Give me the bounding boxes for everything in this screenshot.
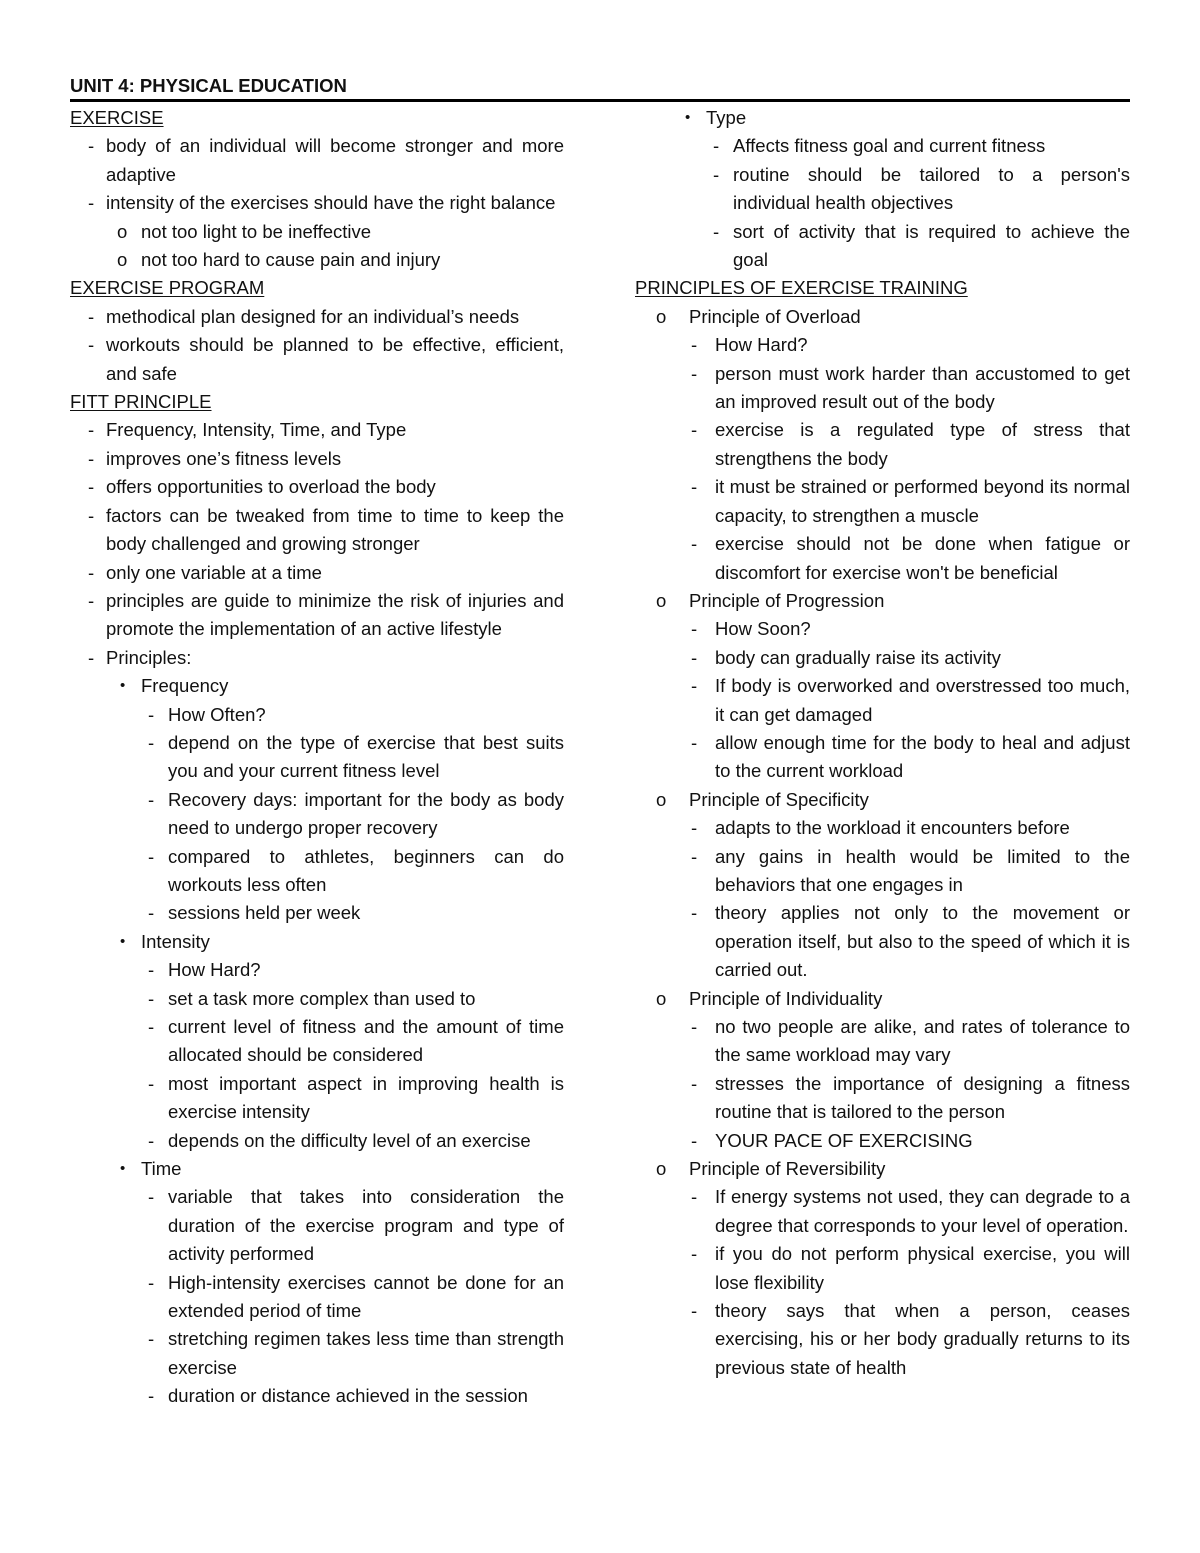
list-item-text: depend on the type of exercise that best suits you and your current fitness level xyxy=(168,731,564,782)
section-heading xyxy=(70,388,564,416)
dash-bullet-marker: - xyxy=(713,163,720,185)
list-item xyxy=(635,814,1130,842)
list-item xyxy=(70,218,564,246)
list-item-text: If energy systems not used, they can degrade to a degree that corresponds to your level of operation. xyxy=(715,1186,1130,1236)
list-item-text: principles are guide to minimize the risk of injuries and promote the implementation of an active lifestyle xyxy=(106,589,564,640)
list-item-text: person must work harder than accustomed to get an improved result out of the body xyxy=(715,362,1130,413)
list-item xyxy=(70,843,564,900)
list-item-text: any gains in health would be limited to the behaviors that one engages in xyxy=(715,845,1130,895)
list-item-text: Principle of Overload xyxy=(689,305,861,327)
list-item-text: Recovery days: important for the body as body need to undergo proper recovery xyxy=(168,788,564,839)
list-item-text: stretching regimen takes less time than strength exercise xyxy=(168,1328,564,1378)
dash-bullet-marker: - xyxy=(691,618,698,640)
dash-bullet-marker: - xyxy=(691,362,698,384)
list-item-text: factors can be tweaked from time to time to keep the body challenged and growing stronger xyxy=(106,504,564,555)
list-item xyxy=(70,331,564,388)
dot-bullet-marker: • xyxy=(120,1160,126,1178)
dash-bullet-marker: - xyxy=(148,902,155,924)
list-item xyxy=(635,416,1130,473)
list-item-text: Intensity xyxy=(141,930,210,952)
dash-bullet-marker: - xyxy=(691,1129,698,1151)
list-item xyxy=(635,587,1130,615)
list-item xyxy=(70,1269,564,1326)
list-item-text: current level of fitness and the amount of time allocated should be considered xyxy=(168,1016,564,1066)
section-heading xyxy=(70,274,564,302)
list-item xyxy=(70,132,564,189)
list-item xyxy=(70,1013,564,1070)
list-item xyxy=(70,644,564,672)
dash-bullet-marker: - xyxy=(691,1072,698,1094)
list-item xyxy=(635,331,1130,359)
list-item xyxy=(635,473,1130,530)
circle-bullet-marker: o xyxy=(656,305,667,327)
list-item xyxy=(635,644,1130,672)
list-item-text: intensity of the exercises should have the right balance xyxy=(106,192,556,214)
circle-bullet-marker: o xyxy=(117,249,128,271)
dash-bullet-marker: - xyxy=(691,675,698,697)
list-item xyxy=(70,1325,564,1382)
list-item-text: not too hard to cause pain and injury xyxy=(141,249,441,271)
list-item-text: body can gradually raise its activity xyxy=(715,646,1001,668)
list-item xyxy=(635,218,1130,275)
list-item-text: workouts should be planned to be effective, efficient, and safe xyxy=(106,334,564,384)
list-item-text: YOUR PACE OF EXERCISING xyxy=(715,1129,973,1151)
list-item-text: not too light to be ineffective xyxy=(141,220,372,242)
section-heading-text: PRINCIPLES OF EXERCISE TRAINING xyxy=(635,277,968,299)
left-column xyxy=(70,104,564,1411)
section-heading xyxy=(635,274,1130,302)
dash-bullet-marker: - xyxy=(691,1300,698,1322)
list-item xyxy=(635,303,1130,331)
list-item xyxy=(635,985,1130,1013)
circle-bullet-marker: o xyxy=(117,220,128,242)
list-item-text: Principle of Individuality xyxy=(689,987,883,1009)
list-item-text: High-intensity exercises cannot be done for an extended period of time xyxy=(168,1271,564,1322)
dash-bullet-marker: - xyxy=(88,646,95,668)
list-item xyxy=(70,928,564,956)
list-item-text: Principle of Specificity xyxy=(689,788,869,810)
dash-bullet-marker: - xyxy=(88,305,95,327)
right-column xyxy=(635,104,1130,1382)
list-item-text: Frequency, Intensity, Time, and Type xyxy=(106,419,407,441)
list-item-text: offers opportunities to overload the body xyxy=(106,476,436,498)
list-item-text: exercise is a regulated type of stress that strengthens the body xyxy=(715,419,1130,469)
list-item-text: duration or distance achieved in the session xyxy=(168,1385,528,1407)
list-item-text: variable that takes into consideration the duration of the exercise program and type of activity performed xyxy=(168,1186,564,1265)
list-item xyxy=(635,1183,1130,1240)
list-item-text: depends on the difficulty level of an exercise xyxy=(168,1129,531,1151)
dash-bullet-marker: - xyxy=(148,1129,155,1151)
dash-bullet-marker: - xyxy=(713,220,720,242)
list-item xyxy=(70,899,564,927)
list-item-text: allow enough time for the body to heal and adjust to the current workload xyxy=(715,731,1130,782)
circle-bullet-marker: o xyxy=(656,1158,667,1180)
list-item-text: routine should be tailored to a person's individual health objectives xyxy=(733,163,1130,214)
dash-bullet-marker: - xyxy=(691,334,698,356)
list-item xyxy=(635,615,1130,643)
dash-bullet-marker: - xyxy=(148,959,155,981)
dash-bullet-marker: - xyxy=(713,135,720,157)
list-item-text: Affects fitness goal and current fitness xyxy=(733,135,1046,157)
list-item-text: no two people are alike, and rates of tolerance to the same workload may vary xyxy=(715,1016,1130,1066)
list-item-text: Principle of Reversibility xyxy=(689,1158,886,1180)
dash-bullet-marker: - xyxy=(88,334,95,356)
dash-bullet-marker: - xyxy=(88,192,95,214)
list-item xyxy=(70,786,564,843)
dash-bullet-marker: - xyxy=(148,1186,155,1208)
dash-bullet-marker: - xyxy=(148,731,155,753)
dash-bullet-marker: - xyxy=(691,419,698,441)
dash-bullet-marker: - xyxy=(691,731,698,753)
dash-bullet-marker: - xyxy=(148,1072,155,1094)
dash-bullet-marker: - xyxy=(148,1271,155,1293)
dash-bullet-marker: - xyxy=(691,817,698,839)
list-item xyxy=(70,189,564,217)
dash-bullet-marker: - xyxy=(88,504,95,526)
list-item xyxy=(70,303,564,331)
dot-bullet-marker: • xyxy=(120,677,126,695)
dash-bullet-marker: - xyxy=(148,1385,155,1407)
list-item-text: How Often? xyxy=(168,703,266,725)
list-item xyxy=(70,416,564,444)
list-item-text: How Soon? xyxy=(715,618,811,640)
list-item-text: set a task more complex than used to xyxy=(168,987,476,1009)
list-item xyxy=(70,559,564,587)
list-item xyxy=(635,1297,1130,1382)
dash-bullet-marker: - xyxy=(88,135,95,157)
list-item-text: Frequency xyxy=(141,675,229,697)
list-item-text: sessions held per week xyxy=(168,902,361,924)
list-item xyxy=(70,502,564,559)
list-item xyxy=(70,1183,564,1268)
list-item-text: Time xyxy=(141,1158,182,1180)
dash-bullet-marker: - xyxy=(148,1016,155,1037)
circle-bullet-marker: o xyxy=(656,987,667,1009)
dash-bullet-marker: - xyxy=(691,533,698,555)
list-item xyxy=(635,786,1130,814)
title-divider xyxy=(70,99,1130,102)
list-item xyxy=(635,1155,1130,1183)
list-item xyxy=(70,445,564,473)
dash-bullet-marker: - xyxy=(88,561,95,583)
list-item xyxy=(70,246,564,274)
list-item-text: theory applies not only to the movement or operation itself, but also to the speed of which it is carried out. xyxy=(715,902,1130,981)
dash-bullet-marker: - xyxy=(88,476,95,498)
dash-bullet-marker: - xyxy=(691,1243,698,1265)
section-heading-text: FITT PRINCIPLE xyxy=(70,391,212,413)
list-item-text: only one variable at a time xyxy=(106,561,322,583)
dash-bullet-marker: - xyxy=(691,902,698,924)
dash-bullet-marker: - xyxy=(691,646,698,668)
dash-bullet-marker: - xyxy=(148,1328,155,1350)
list-item-text: theory says that when a person, ceases exercising, his or her body gradually returns to its previous state of health xyxy=(715,1300,1130,1378)
list-item xyxy=(635,843,1130,900)
dash-bullet-marker: - xyxy=(88,447,95,469)
list-item-text: it must be strained or performed beyond its normal capacity, to strengthen a muscle xyxy=(715,476,1130,526)
list-item-text: How Hard? xyxy=(168,959,261,981)
list-item xyxy=(70,729,564,786)
section-heading xyxy=(70,104,564,132)
list-item xyxy=(70,672,564,700)
dot-bullet-marker: • xyxy=(120,932,126,950)
list-item-text: Principles: xyxy=(106,646,192,668)
list-item xyxy=(635,530,1130,587)
section-heading-text: EXERCISE PROGRAM xyxy=(70,277,265,299)
list-item xyxy=(70,1070,564,1127)
document-page xyxy=(70,72,1130,1407)
dot-bullet-marker: • xyxy=(685,109,691,126)
list-item-text: most important aspect in improving health is exercise intensity xyxy=(168,1072,564,1123)
list-item xyxy=(70,701,564,729)
list-item xyxy=(635,1240,1130,1297)
list-item xyxy=(635,729,1130,786)
circle-bullet-marker: o xyxy=(656,589,667,611)
list-item xyxy=(635,161,1130,218)
list-item xyxy=(635,104,1130,132)
list-item-text: exercise should not be done when fatigue or discomfort for exercise won't be beneficial xyxy=(715,533,1130,583)
list-item-text: sort of activity that is required to achieve the goal xyxy=(733,220,1130,271)
dash-bullet-marker: - xyxy=(691,476,698,498)
list-item xyxy=(635,132,1130,160)
dash-bullet-marker: - xyxy=(148,788,155,810)
dash-bullet-marker: - xyxy=(148,703,155,725)
list-item-text: methodical plan designed for an individual’s needs xyxy=(106,305,520,327)
list-item xyxy=(70,1382,564,1410)
list-item xyxy=(70,1155,564,1183)
list-item xyxy=(635,360,1130,417)
list-item xyxy=(70,985,564,1013)
list-item-text: improves one’s fitness levels xyxy=(106,447,342,469)
list-item xyxy=(635,672,1130,729)
list-item-text: compared to athletes, beginners can do workouts less often xyxy=(168,845,564,895)
list-item-text: Type xyxy=(706,107,747,128)
list-item xyxy=(635,1127,1130,1155)
dash-bullet-marker: - xyxy=(691,845,698,867)
dash-bullet-marker: - xyxy=(88,589,95,611)
list-item xyxy=(635,1013,1130,1070)
list-item-text: stresses the importance of designing a fitness routine that is tailored to the person xyxy=(715,1072,1130,1123)
list-item xyxy=(70,1127,564,1155)
dash-bullet-marker: - xyxy=(88,419,95,441)
list-item-text: body of an individual will become stronger and more adaptive xyxy=(106,135,564,185)
list-item-text: if you do not perform physical exercise, you will lose flexibility xyxy=(715,1243,1130,1293)
dash-bullet-marker: - xyxy=(691,1016,698,1037)
list-item-text: Principle of Progression xyxy=(689,589,885,611)
section-heading-text: EXERCISE xyxy=(70,107,164,128)
dash-bullet-marker: - xyxy=(148,987,155,1009)
list-item xyxy=(635,899,1130,984)
list-item xyxy=(635,1070,1130,1127)
list-item xyxy=(70,587,564,644)
page-title: UNIT 4: PHYSICAL EDUCATION xyxy=(70,75,347,96)
list-item-text: How Hard? xyxy=(715,334,808,356)
circle-bullet-marker: o xyxy=(656,788,667,810)
dash-bullet-marker: - xyxy=(691,1186,698,1208)
list-item xyxy=(70,473,564,501)
list-item-text: adapts to the workload it encounters before xyxy=(715,817,1070,839)
list-item-text: If body is overworked and overstressed too much, it can get damaged xyxy=(715,675,1130,725)
list-item xyxy=(70,956,564,984)
dash-bullet-marker: - xyxy=(148,845,155,867)
